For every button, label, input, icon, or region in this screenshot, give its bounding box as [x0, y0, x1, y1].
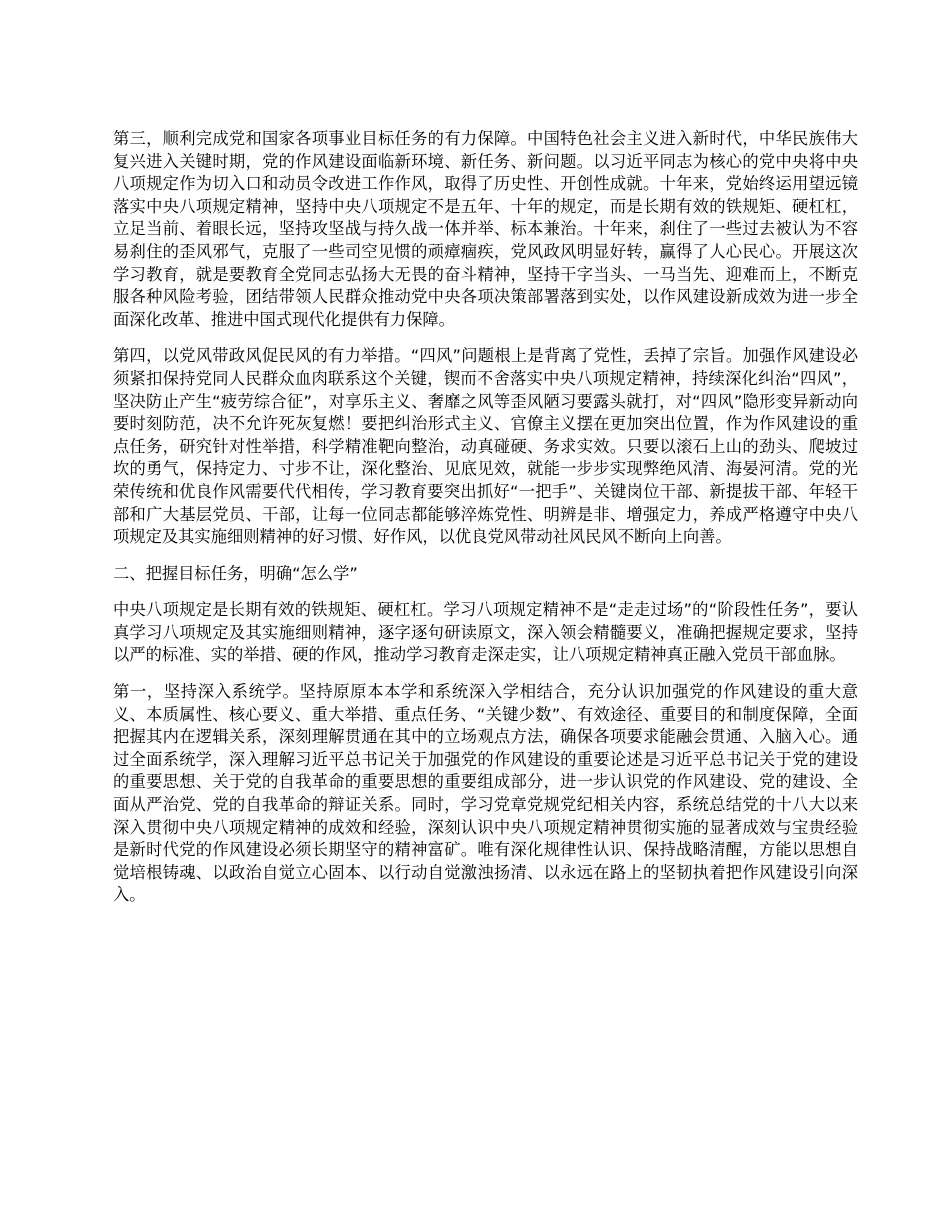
document-body [113, 128, 858, 921]
paragraph-fourth-measure: 第四，以党风带政风促民风的有力举措。“四风”问题根上是背离了党性，丢掉了宗旨。加强作风建设必须紧扣保持党同人民群众血肉联系这个关键，锲而不舍落实中央八项规定精神，持续深化纠治“四风”，坚决防止产生“疲劳综合征”，对享乐主义、奢靡之风等歪风陋习要露头就打，对“四风”隐形变异新动向要时刻防范，决不允许死灰复燃！要把纠治形式主义、官僚主义摆在更加突出位置，作为作风建设的重点任务，研究针对性举措，科学精准靶向整治，动真碰硬、务求实效。只要以滚石上山的劲头、爬坡过坎的勇气，保持定力、寸步不让，深化整治、见底见效，就能一步步实现弊绝风清、海晏河清。党的光荣传统和优良作风需要代代相传，学习教育要突出抓好“一把手”、关键岗位干部、新提拔干部、年轻干部和广大基层党员、干部，让每一位同志都能够淬炼党性、明辨是非、增强定力，养成严格遵守中央八项规定及其实施细则精神的好习惯、好作风，以优良党风带动社风民风不断向上向善。 [113, 346, 858, 547]
paragraph-section-intro: 中央八项规定是长期有效的铁规矩、硬杠杠。学习八项规定精神不是“走走过场”的“阶段性任务”，要认真学习八项规定及其实施细则精神，逐字逐句研读原文，深入领会精髓要义，准确把握规定要求，坚持以严的标准、实的举措、硬的作风，推动学习教育走深走实，让八项规定精神真正融入党员干部血脉。 [113, 600, 858, 665]
paragraph-first-systematic: 第一，坚持深入系统学。坚持原原本本学和系统深入学相结合，充分认识加强党的作风建设的重大意义、本质属性、核心要义、重大举措、重点任务、“关键少数”、有效途径、重要目的和制度保障，全面把握其内在逻辑关系，深刻理解贯通在其中的立场观点方法，确保各项要求能融会贯通、入脑入心。通过全面系统学，深入理解习近平总书记关于加强党的作风建设的重要论述是习近平总书记关于党的建设的重要思想、关于党的自我革命的重要思想的重要组成部分，进一步认识党的作风建设、党的建设、全面从严治党、党的自我革命的辩证关系。同时，学习党章党规党纪相关内容，系统总结党的十八大以来深入贯彻中央八项规定精神的成效和经验，深刻认识中央八项规定精神贯彻实施的显著成效与宝贵经验是新时代党的作风建设必须长期坚守的精神富矿。唯有深化规律性认识、保持战略清醒，方能以思想自觉培根铸魂、以政治自觉立心固本、以行动自觉激浊扬清、以永远在路上的坚韧执着把作风建设引向深入。 [113, 682, 858, 905]
paragraph-third-guarantee: 第三，顺利完成党和国家各项事业目标任务的有力保障。中国特色社会主义进入新时代，中华民族伟大复兴进入关键时期，党的作风建设面临新环境、新任务、新问题。以习近平同志为核心的党中央将中央八项规定作为切入口和动员令改进工作作风，取得了历史性、开创性成就。十年来，党始终运用望远镜落实中央八项规定精神，坚持中央八项规定不是五年、十年的规定，而是长期有效的铁规矩、硬杠杠，立足当前、着眼长远，坚持攻坚战与持久战一体并举、标本兼治。十年来，刹住了一些过去被认为不容易刹住的歪风邪气，克服了一些司空见惯的顽瘴痼疾，党风政风明显好转，赢得了人心民心。开展这次学习教育，就是要教育全党同志弘扬大无畏的奋斗精神，坚持干字当头、一马当先、迎难而上，不断克服各种风险考验，团结带领人民群众推动党中央各项决策部署落到实处，以作风建设新成效为进一步全面深化改革、推进中国式现代化提供有力保障。 [113, 129, 858, 329]
section-heading: 二、把握目标任务，明确“怎么学” [113, 563, 358, 583]
